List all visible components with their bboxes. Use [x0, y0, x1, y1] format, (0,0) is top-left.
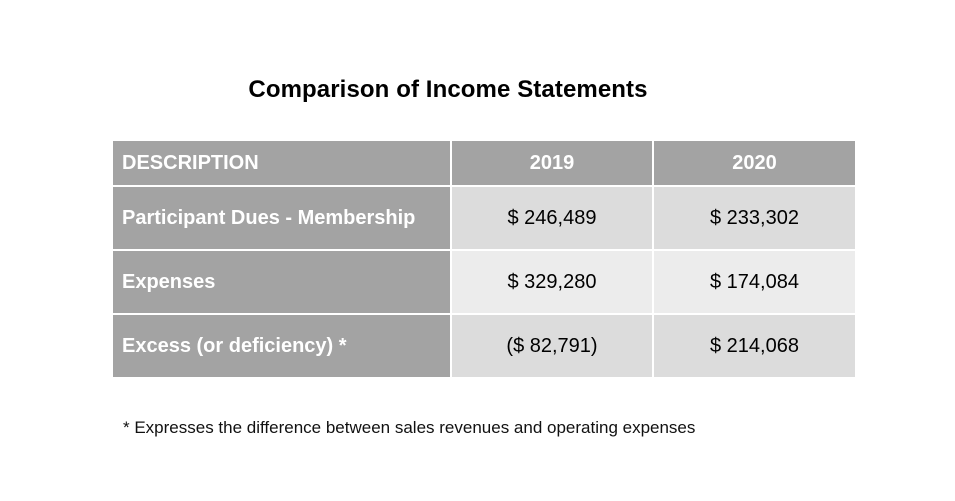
row-label-excess: Excess (or deficiency) * — [112, 314, 451, 378]
table-row — [112, 314, 856, 378]
table-row — [112, 186, 856, 250]
expenses-2019-value: $ 329,280 — [451, 250, 653, 314]
column-header-2019: 2019 — [451, 140, 653, 186]
column-header-2020: 2020 — [653, 140, 856, 186]
excess-2019-value: ($ 82,791) — [451, 314, 653, 378]
footnote: * Expresses the difference between sales revenues and operating expenses — [123, 418, 696, 437]
row-label-expenses: Expenses — [112, 250, 451, 314]
expenses-2020-value: $ 174,084 — [653, 250, 856, 314]
participant-dues-2019-value: $ 246,489 — [451, 186, 653, 250]
column-header-description: DESCRIPTION — [112, 140, 451, 186]
income-comparison-table — [111, 139, 857, 379]
page-title: Comparison of Income Statements — [248, 76, 648, 103]
excess-2020-value: $ 214,068 — [653, 314, 856, 378]
row-label-participant-dues: Participant Dues - Membership — [112, 186, 451, 250]
participant-dues-2020-value: $ 233,302 — [653, 186, 856, 250]
table-header-row — [112, 140, 856, 186]
table-row — [112, 250, 856, 314]
